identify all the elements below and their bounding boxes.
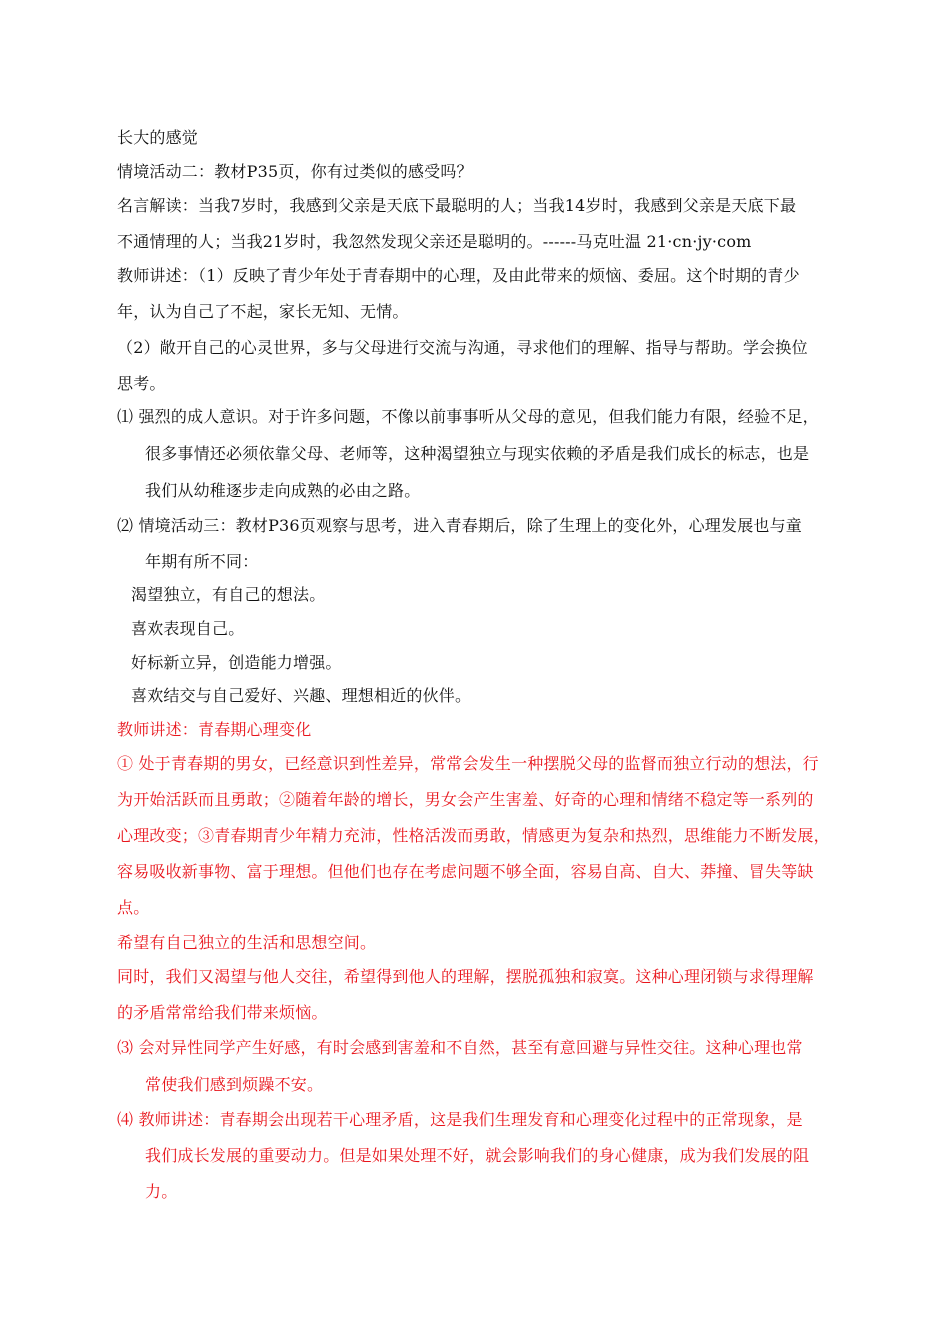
teacher-note-2-line-2: 思考。 <box>117 374 166 393</box>
point-1-line-2: 很多事情还必须依靠父母、老师等，这种渴望独立与现实依赖的矛盾是我们成长的标志，也是 <box>145 444 810 463</box>
point-3-line-1: ⑶ 会对异性同学产生好感，有时会感到害羞和不自然，甚至有意回避与异性交往。这种心理也常 <box>117 1038 803 1057</box>
change-para-line-4: 容易吸收新事物、富于理想。但他们也存在考虑问题不够全面，容易自高、自大、莽撞、冒失等缺 <box>117 862 814 881</box>
point-4-line-1: ⑷ 教师讲述：青春期会出现若干心理矛盾，这是我们生理发育和心理变化过程中的正常现象，是 <box>117 1110 803 1129</box>
point-3-line-2: 常使我们感到烦躁不安。 <box>145 1075 324 1094</box>
trait-2: 喜欢表现自己。 <box>131 619 245 638</box>
quote-line-2: 不通情理的人；当我21岁时，我忽然发现父亲还是聪明的。------马克吐温 21·cn·jy·com <box>117 232 752 251</box>
independence-line: 希望有自己独立的生活和思想空间。 <box>117 933 377 952</box>
trait-3: 好标新立异，创造能力增强。 <box>131 653 342 672</box>
change-para-line-3: 心理改变；③青春期青少年精力充沛，性格活泼而勇敢，情感更为复杂和热烈，思维能力不断发展， <box>117 826 830 845</box>
social-para-line-2: 的矛盾常常给我们带来烦恼。 <box>117 1003 328 1022</box>
change-para-line-1: ① 处于青春期的男女，已经意识到性差异，常常会发生一种摆脱父母的监督而独立行动的想法，行 <box>117 754 819 773</box>
change-para-line-2: 为开始活跃而且勇敢；②随着年龄的增长，男女会产生害羞、好奇的心理和情绪不稳定等一系列的 <box>117 790 814 809</box>
point-4-line-2: 我们成长发展的重要动力。但是如果处理不好，就会影响我们的身心健康，成为我们发展的阻 <box>145 1146 810 1165</box>
activity-two: 情境活动二：教材P35页，你有过类似的感受吗？ <box>117 162 473 181</box>
trait-4: 喜欢结交与自己爱好、兴趣、理想相近的伙伴。 <box>131 686 472 705</box>
point-2-line-2: 年期有所不同： <box>145 552 259 571</box>
point-2-line-1: ⑵ 情境活动三：教材P36页观察与思考，进入青春期后，除了生理上的变化外，心理发展也与童 <box>117 516 803 535</box>
point-1-line-3: 我们从幼稚逐步走向成熟的必由之路。 <box>145 481 421 500</box>
teacher-note-heading: 教师讲述：青春期心理变化 <box>117 720 312 739</box>
point-1-line-1: ⑴ 强烈的成人意识。对于许多问题，不像以前事事听从父母的意见，但我们能力有限，经验不足， <box>117 407 819 426</box>
trait-1: 渴望独立，有自己的想法。 <box>131 585 326 604</box>
social-para-line-1: 同时，我们又渴望与他人交往，希望得到他人的理解，摆脱孤独和寂寞。这种心理闭锁与求得理解 <box>117 967 814 986</box>
teacher-note-2-line-1: （2）敞开自己的心灵世界，多与父母进行交流与沟通，寻求他们的理解、指导与帮助。学会换位 <box>117 338 808 357</box>
change-para-line-5: 点。 <box>117 898 150 917</box>
quote-line-1: 名言解读：当我7岁时，我感到父亲是天底下最聪明的人；当我14岁时，我感到父亲是天底下最 <box>117 196 797 215</box>
doc-title: 长大的感觉 <box>117 128 199 147</box>
teacher-note-1-line-1: 教师讲述：（1）反映了青少年处于青春期中的心理，及由此带来的烦恼、委屈。这个时期的青少 <box>117 266 800 285</box>
point-4-line-3: 力。 <box>145 1182 178 1201</box>
teacher-note-1-line-2: 年，认为自己了不起，家长无知、无情。 <box>117 302 409 321</box>
